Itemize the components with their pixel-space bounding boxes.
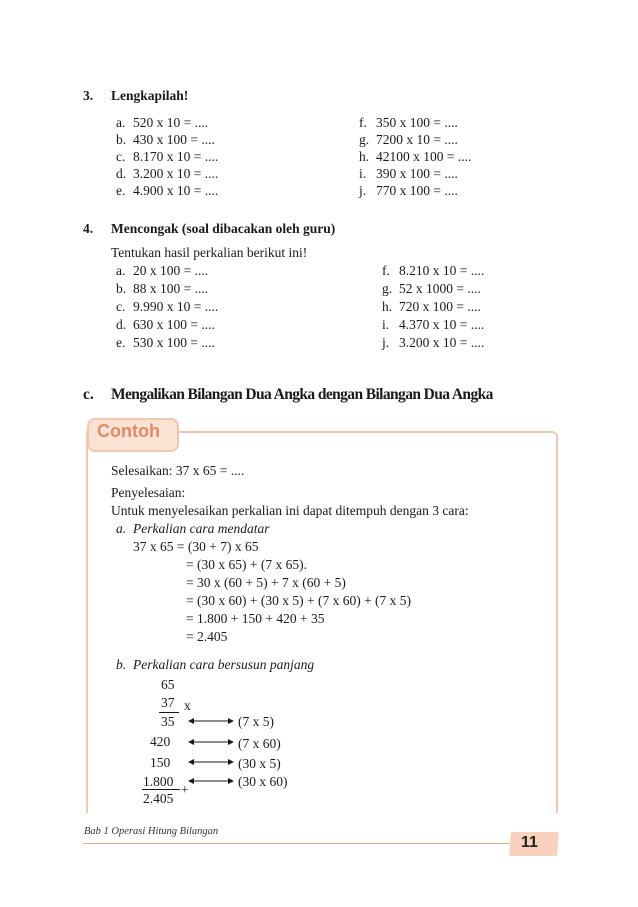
times-sign: x (184, 698, 191, 713)
partial-product: 1.800 (143, 774, 174, 789)
solution-intro: Untuk menyelesaikan perkalian ini dapat ditempuh dengan 3 cara: (111, 503, 469, 518)
partial-product: 150 (150, 755, 171, 770)
list-item: f. 350 x 100 = .... (359, 115, 458, 130)
partial-note: (7 x 5) (238, 714, 274, 729)
list-item: a. 20 x 100 = .... (116, 263, 209, 278)
problem-text: Selesaikan: 37 x 65 = .... (111, 463, 245, 478)
method-b-label: b. (116, 657, 127, 672)
section-4-title: Mencongak (soal dibacakan oleh guru) (111, 221, 336, 236)
plus-sign: + (181, 782, 189, 797)
method-a-title: Perkalian cara mendatar (133, 521, 270, 536)
section-3-title: Lengkapilah! (111, 88, 189, 103)
list-item: b. 430 x 100 = .... (116, 132, 215, 147)
step-line: = (30 x 60) + (30 x 5) + (7 x 60) + (7 x 5) (186, 593, 412, 608)
list-item: j. 770 x 100 = .... (359, 183, 458, 198)
step-line: = 1.800 + 150 + 420 + 35 (186, 611, 325, 626)
partial-product: 35 (161, 714, 175, 729)
page-number: 11 (521, 834, 538, 851)
solution-label: Penyelesaian: (111, 485, 186, 500)
section-3-number: 3. (83, 88, 94, 103)
step-line: = (30 x 65) + (7 x 65). (186, 557, 307, 572)
multiplicand: 65 (161, 677, 175, 692)
divider (159, 712, 179, 713)
list-item: c. 9.990 x 10 = .... (116, 299, 219, 314)
section-c-label: c. (83, 386, 94, 403)
list-item: e. 4.900 x 10 = .... (116, 183, 219, 198)
list-item: e. 530 x 100 = .... (116, 335, 215, 350)
double-arrow-icons (186, 712, 236, 792)
partial-product: 420 (150, 734, 171, 749)
list-item: d. 630 x 100 = .... (116, 317, 215, 332)
list-item: c. 8.170 x 10 = .... (116, 149, 219, 164)
list-item: d. 3.200 x 10 = .... (116, 166, 219, 181)
footer-rule (83, 843, 513, 844)
step-line: = 2.405 (186, 629, 228, 644)
method-b-title: Perkalian cara bersusun panjang (133, 657, 315, 672)
list-item: h. 42100 x 100 = .... (359, 149, 472, 164)
list-item: j. 3.200 x 10 = .... (382, 335, 485, 350)
section-4-instruction: Tentukan hasil perkalian berikut ini! (111, 245, 308, 260)
step-line: = 30 x (60 + 5) + 7 x (60 + 5) (186, 575, 346, 590)
partial-note: (30 x 60) (238, 774, 288, 789)
example-tab-label: Contoh (97, 421, 160, 441)
partial-note: (7 x 60) (238, 736, 281, 751)
list-item: b. 88 x 100 = .... (116, 281, 209, 296)
divider (142, 789, 180, 790)
result: 2.405 (143, 791, 174, 806)
method-a-label: a. (116, 521, 127, 536)
list-item: a. 520 x 10 = .... (116, 115, 209, 130)
footer-chapter: Bab 1 Operasi Hitung Bilangan (84, 826, 219, 837)
list-item: g. 7200 x 10 = .... (359, 132, 458, 147)
step-line: 37 x 65 = (30 + 7) x 65 (133, 539, 259, 554)
section-4-number: 4. (83, 221, 94, 236)
list-item: i. 4.370 x 10 = .... (382, 317, 485, 332)
list-item: g. 52 x 1000 = .... (382, 281, 481, 296)
multiplier: 37 (161, 695, 175, 710)
list-item: f. 8.210 x 10 = .... (382, 263, 485, 278)
partial-note: (30 x 5) (238, 756, 281, 771)
section-c-title: Mengalikan Bilangan Dua Angka dengan Bilangan Dua Angka (111, 386, 493, 403)
list-item: h. 720 x 100 = .... (382, 299, 481, 314)
list-item: i. 390 x 100 = .... (359, 166, 458, 181)
